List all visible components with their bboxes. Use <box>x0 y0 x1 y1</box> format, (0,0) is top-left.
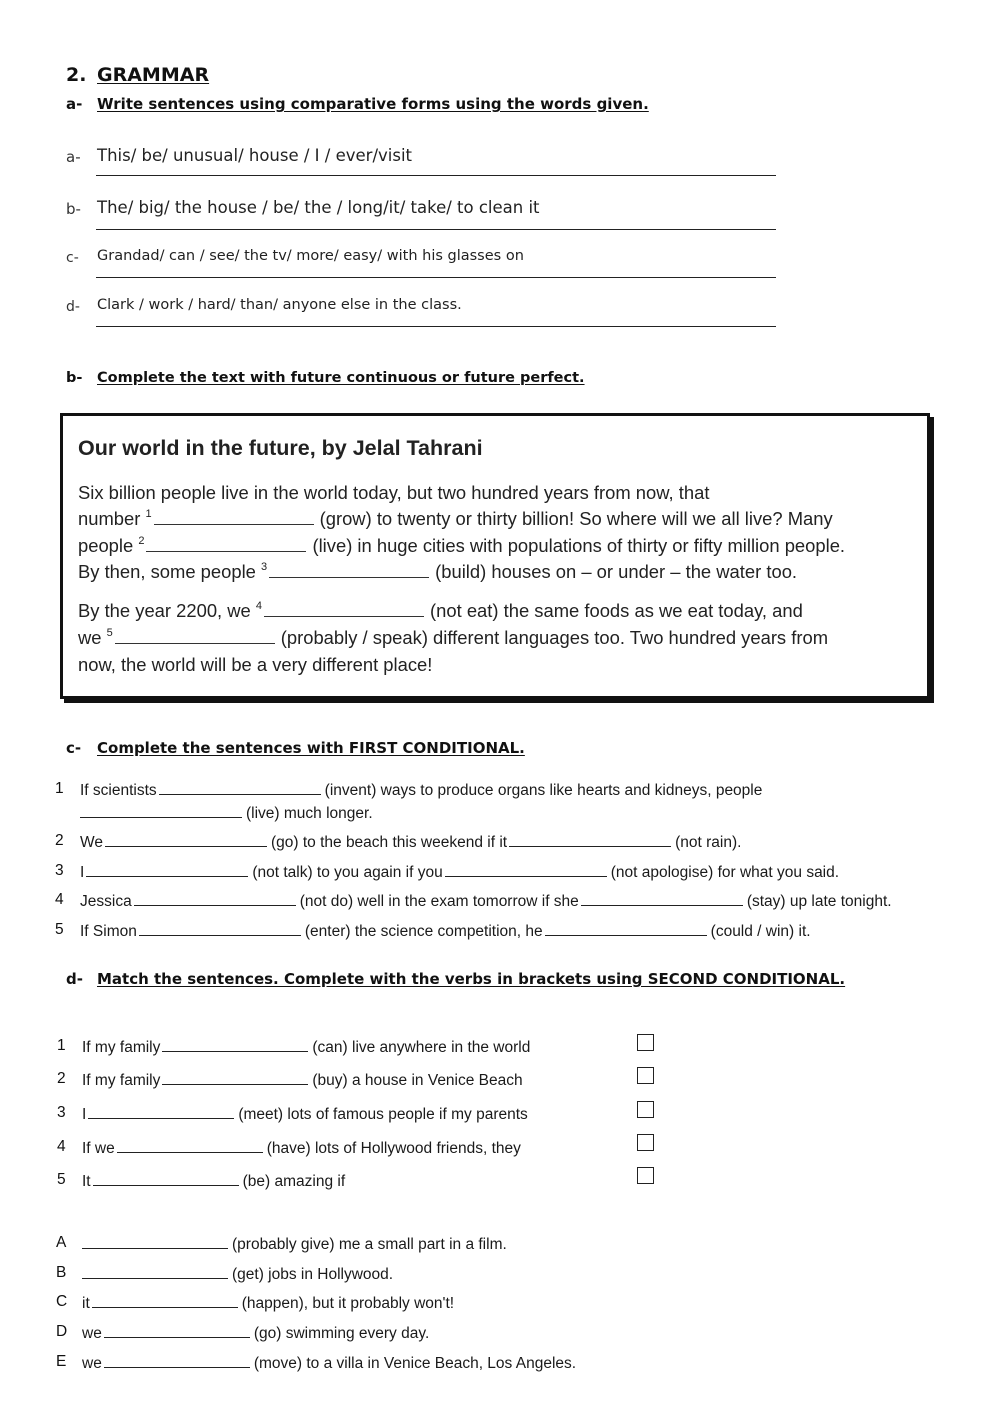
match-checkbox[interactable] <box>637 1167 654 1184</box>
item-number: 2 <box>55 832 64 849</box>
part-b-instruction: Complete the text with future continuous or future perfect. <box>97 370 585 386</box>
blank[interactable] <box>105 832 267 847</box>
part-a-item-text: Grandad/ can / see/ the tv/ more/ easy/ with his glasses on <box>97 248 524 264</box>
item-number: 3 <box>55 862 64 879</box>
match-checkbox[interactable] <box>637 1134 654 1151</box>
blank[interactable] <box>82 1264 228 1279</box>
blank[interactable] <box>139 921 301 936</box>
part-c-letter: c- <box>66 739 82 757</box>
blank[interactable] <box>545 921 707 936</box>
part-a-item-text: This/ be/ unusual/ house / I / ever/visit <box>97 146 413 165</box>
blank[interactable] <box>104 1323 250 1338</box>
answer-line[interactable] <box>96 277 776 278</box>
second-conditional-second-half: (probably give) me a small part in a film. <box>80 1234 507 1254</box>
first-conditional-item-cont: (live) much longer. <box>80 803 373 823</box>
section-number: 2. <box>66 64 87 86</box>
blank[interactable] <box>86 862 248 877</box>
story-line: now, the world will be a very different place! <box>78 654 433 675</box>
second-conditional-second-half: we (move) to a villa in Venice Beach, Los Angeles. <box>82 1355 577 1372</box>
item-number: 5 <box>57 1171 66 1188</box>
blank[interactable] <box>134 891 296 906</box>
blank-3[interactable] <box>269 561 429 578</box>
blank[interactable] <box>117 1138 263 1153</box>
part-a-item-letter: a- <box>66 148 81 166</box>
part-a-item-text: The/ big/ the house / be/ the / long/it/ take/ to clean it <box>97 198 540 217</box>
match-checkbox[interactable] <box>637 1101 654 1118</box>
first-conditional-item: Jessica (not do) well in the exam tomorrow if she (stay) up late tonight. <box>80 893 892 910</box>
option-letter: A <box>56 1234 67 1251</box>
second-conditional-first-half: If my family (buy) a house in Venice Beach <box>82 1072 523 1089</box>
part-a-item-letter: d- <box>66 299 80 315</box>
blank[interactable] <box>162 1037 308 1052</box>
story-title: Our world in the future, by Jelal Tahrani <box>78 436 483 460</box>
section-title: GRAMMAR <box>97 64 210 86</box>
second-conditional-second-half: (get) jobs in Hollywood. <box>80 1264 393 1284</box>
blank[interactable] <box>509 832 671 847</box>
item-number: 3 <box>57 1104 66 1121</box>
option-letter: C <box>56 1293 68 1310</box>
blank[interactable] <box>80 803 242 818</box>
story-line: By then, some people $^3$ (build) houses on – or under – the water too. <box>78 561 798 582</box>
story-line: we $^5$ (probably / speak) different languages too. Two hundred years from <box>78 627 829 648</box>
second-conditional-first-half: It (be) amazing if <box>82 1173 346 1190</box>
answer-line[interactable] <box>96 229 776 230</box>
part-a-instruction: Write sentences using comparative forms using the words given. <box>97 95 649 113</box>
blank[interactable] <box>93 1171 239 1186</box>
item-number: 1 <box>55 780 64 797</box>
blank[interactable] <box>445 862 607 877</box>
blank-4[interactable] <box>264 600 424 617</box>
blank[interactable] <box>82 1234 228 1249</box>
part-a-item-letter: c- <box>66 250 79 266</box>
item-number: 4 <box>55 891 64 908</box>
part-a-item-text: Clark / work / hard/ than/ anyone else in the class. <box>97 297 462 313</box>
story-line: people $^2$ (live) in huge cities with populations of thirty or fifty million people. <box>78 535 846 556</box>
answer-line[interactable] <box>96 326 776 327</box>
item-number: 5 <box>55 921 64 938</box>
story-line: number $^1$ (grow) to twenty or thirty billion! So where will we all live? Many <box>78 508 833 529</box>
blank[interactable] <box>581 891 743 906</box>
part-a-letter: a- <box>66 95 83 113</box>
part-b-letter: b- <box>66 370 83 386</box>
blank[interactable] <box>88 1104 234 1119</box>
answer-line[interactable] <box>96 175 776 176</box>
story-line: Six billion people live in the world today, but two hundred years from now, that <box>78 482 710 503</box>
first-conditional-item: If scientists (invent) ways to produce organs like hearts and kidneys, people <box>80 782 763 799</box>
blank-2[interactable] <box>146 535 306 552</box>
item-number: 2 <box>57 1070 66 1087</box>
blank[interactable] <box>162 1070 308 1085</box>
blank[interactable] <box>104 1353 250 1368</box>
second-conditional-second-half: it (happen), but it probably won't! <box>82 1295 455 1312</box>
item-number: 1 <box>57 1037 66 1054</box>
second-conditional-second-half: we (go) swimming every day. <box>82 1325 430 1342</box>
second-conditional-first-half: I (meet) lots of famous people if my parents <box>82 1106 528 1123</box>
option-letter: E <box>56 1353 67 1370</box>
blank-1[interactable] <box>154 508 314 525</box>
second-conditional-first-half: If we (have) lots of Hollywood friends, they <box>82 1140 521 1157</box>
option-letter: B <box>56 1264 67 1281</box>
part-a-item-letter: b- <box>66 200 81 218</box>
match-checkbox[interactable] <box>637 1034 654 1051</box>
part-c-instruction: Complete the sentences with FIRST CONDITIONAL. <box>97 739 525 757</box>
first-conditional-item: If Simon (enter) the science competition, he (could / win) it. <box>80 923 811 940</box>
blank[interactable] <box>159 780 321 795</box>
part-d-letter: d- <box>66 970 83 988</box>
match-checkbox[interactable] <box>637 1067 654 1084</box>
first-conditional-item: We (go) to the beach this weekend if it (not rain). <box>80 834 742 851</box>
item-number: 4 <box>57 1138 66 1155</box>
story-line: By the year 2200, we $^4$ (not eat) the same foods as we eat today, and <box>78 600 803 621</box>
first-conditional-item: I (not talk) to you again if you (not apologise) for what you said. <box>80 864 840 881</box>
option-letter: D <box>56 1323 68 1340</box>
part-d-instruction: Match the sentences. Complete with the verbs in brackets using SECOND CONDITIONAL. <box>97 970 846 988</box>
blank-5[interactable] <box>115 627 275 644</box>
blank[interactable] <box>92 1293 238 1308</box>
second-conditional-first-half: If my family (can) live anywhere in the world <box>82 1039 531 1056</box>
